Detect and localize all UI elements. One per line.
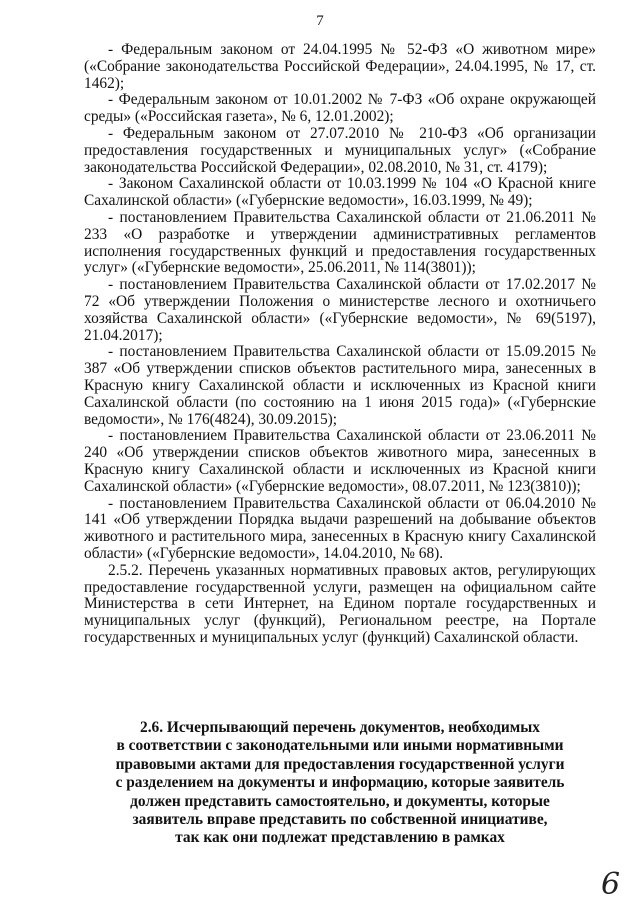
section-paragraph-2-5-2: 2.5.2. Перечень указанных нормативных правовых актов, регулирующих предоставление государственной услуги, размещен на официальном сайте Министерства в сети Интернет, на Едином портале государственных и муниципальных услуг (функций), Региональном реестре, на Портале государственных и муниципальных услуг (функций) Сахалинской области.: [84, 561, 596, 646]
heading-line: с разделением на документы и информацию, которые заявитель: [115, 774, 565, 792]
handwritten-page-mark: 6: [601, 867, 621, 902]
law-item: - Федеральным законом от 10.01.2002 № 7-ФЗ «Об охране окружающей среды» («Российская газета», № 6, 12.01.2002);: [84, 91, 596, 126]
heading-line: правовыми актами для предоставления государственной услуги: [115, 755, 565, 773]
law-item: - постановлением Правительства Сахалинской области от 06.04.2010 № 141 «Об утверждении Порядка выдачи разрешений на добывание объектов животного и растительного мира, занесенных в Красную книгу Сахалинской области» («Губернские ведомости», 14.04.2010, № 68).: [84, 494, 596, 562]
heading-line: должен представить самостоятельно, и документы, которые: [130, 792, 550, 810]
heading-line: в соответствии с законодательными или иными нормативными: [116, 737, 564, 755]
law-item: - постановлением Правительства Сахалинской области от 17.02.2017 № 72 «Об утверждении Положения о министерстве лесного и охотничьего хозяйства Сахалинской области» («Губернские ведомости», № 69(5197), 21.04.2017);: [84, 276, 596, 344]
law-item: - постановлением Правительства Сахалинской области от 23.06.2011 № 240 «Об утверждении списков объектов животного мира, занесенных в Красную книгу Сахалинской области и исключенных из Красной книги Сахалинской области» («Губернские ведомости», 08.07.2011, № 123(3810));: [84, 427, 596, 495]
heading-line: 2.6. Исчерпывающий перечень документов, необходимых: [140, 719, 540, 736]
law-item: - постановлением Правительства Сахалинской области от 21.06.2011 № 233 «О разработке и утверждении административных регламентов исполнения государственных функций и предоставления государственных услуг» («Губернские ведомости», 25.06.2011, № 114(3801));: [84, 208, 596, 277]
heading-line: заявитель вправе представить по собственной инициативе,: [132, 811, 548, 829]
law-item: - Законом Сахалинской области от 10.03.1999 № 104 «О Красной книге Сахалинской области» («Губернские ведомости», 16.03.1999, № 49);: [84, 175, 596, 210]
law-item: - постановлением Правительства Сахалинской области от 15.09.2015 № 387 «Об утверждении списков объектов растительного мира, занесенных в Красную книгу Сахалинской области и исключенных из Красной книги Сахалинской области (по состоянию на 1 июня 2015 года)» («Губернские ведомости», № 176(4824), 30.09.2015);: [84, 343, 596, 428]
law-item: - Федеральным законом от 27.07.2010 № 210-ФЗ «Об организации предоставления государственных и муниципальных услуг» («Собрание законодательства Российской Федерации», 02.08.2010, № 31, ст. 4179);: [84, 124, 596, 176]
heading-line: так как они подлежат представлению в рамках: [175, 829, 505, 847]
page-number: 7: [316, 13, 324, 29]
section-heading-2-6: [84, 719, 596, 848]
law-item: - Федеральным законом от 24.04.1995 № 52-ФЗ «О животном мире» («Собрание законодательства Российской Федерации», 24.04.1995, № 17, ст. 1462);: [84, 41, 596, 92]
document-body: [84, 42, 596, 647]
